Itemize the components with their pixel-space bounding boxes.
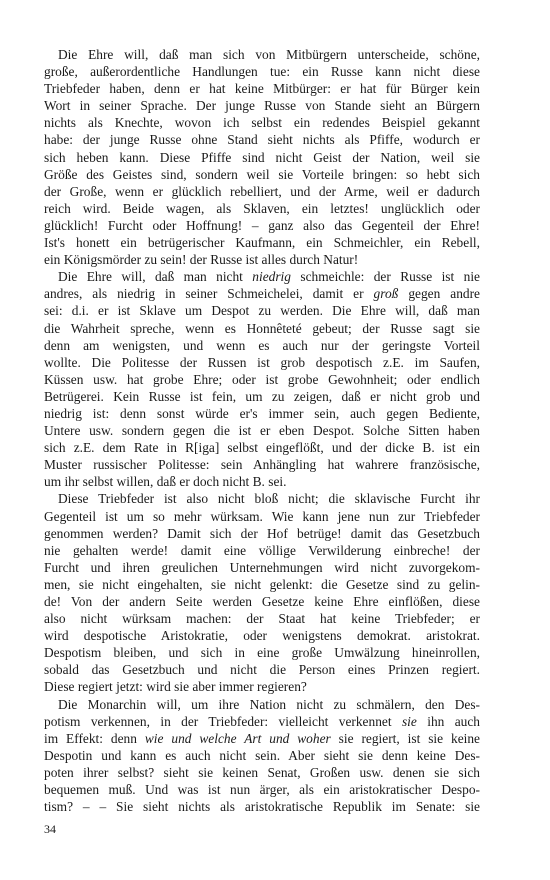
text-line: Despotism bleiben, und sich in eine große Umwälzung hineinrollen, xyxy=(44,645,480,661)
text-line: Diese Triebfeder ist also nicht bloß nicht; die sklavische Furcht ihr xyxy=(58,491,480,507)
italic-phrase: wie und welche Art und woher xyxy=(144,730,331,746)
text-line: Die Monarchin will, um ihre Nation nicht zu schmälern, den Des- xyxy=(58,696,480,712)
text-line: sei: d.i. er ist Sklave um Despot zu werden. Die Ehre will, daß man xyxy=(44,303,480,319)
text-line: Küssen usw. hat grobe Ehre; oder ist grobe Gewohnheit; oder endlich xyxy=(44,371,480,387)
text-run: ihn auch xyxy=(416,713,480,729)
text-line: Diese regiert jetzt: wird sie aber immer regieren? xyxy=(44,679,307,695)
text-line: Triebfeder haben, denn er hat keine Mitbürger: er hat für Bürger kein xyxy=(44,81,480,97)
text-line: genommen werden? Damit sich der Hof betrüge! damit das Gesetzbuch xyxy=(44,525,480,541)
text-line: niedrig ist: denn sonst würde er's immer sein, auch gegen Bediente, xyxy=(44,405,480,421)
text-line xyxy=(44,285,480,302)
text-line: nie gehalten werde! damit eine völlige Verwilderung einbreche! der xyxy=(44,542,480,558)
text-line: also nicht würksam machen: der Staat hat keine Triebfeder; er xyxy=(44,611,480,627)
text-line: reich wird. Beide wagen, als Sklaven, ein letztes! unglücklich oder xyxy=(44,200,480,216)
text-line: sich heben kann. Diese Pfiffe sind nicht Geist der Nation, weil sie xyxy=(44,149,480,165)
text-line: große, außerordentliche Handlungen tue: ein Russe kann nicht diese xyxy=(44,64,480,80)
text-line: ein Königsmörder zu sein! der Russe ist alles durch Natur! xyxy=(44,252,359,268)
italic-phrase: sie xyxy=(401,713,417,729)
text-line: habe: der junge Russe ohne Stand sieht nichts als Pfiffe, wodurch er xyxy=(44,132,480,148)
text-line: bequemen muß. Und was ist nun ärger, als ein aristokratischer Despo- xyxy=(44,782,480,798)
body-text xyxy=(44,46,480,815)
text-run: potism verkennen, in der Triebfeder: vielleicht verkennet xyxy=(44,713,402,729)
text-run: sie regiert, ist sie keine xyxy=(330,730,480,746)
text-line: de! Von der andern Seite werden Gesetze keine Ehre einflößen, diese xyxy=(44,594,480,609)
text-line: wird despotische Aristokratie, oder wenigstens demokrat. aristokrat. xyxy=(44,628,480,644)
text-line: Ist's honett ein betrügerischer Kaufmann, ein Schmeichler, ein Rebell, xyxy=(44,235,480,251)
italic-phrase: niedrig xyxy=(252,269,291,285)
text-line: um ihr selbst willen, daß er doch nicht B. sei. xyxy=(44,474,287,490)
text-line: Betrügerei. Kein Russe ist fein, um zu zeigen, daß er nicht grob und xyxy=(44,388,480,404)
text-line: Furcht und ihren greulichen Unternehmungen wird nicht zuvorgekom- xyxy=(44,559,480,575)
text-line: Wort in seiner Sprache. Der junge Russe von Stande sieht an Bürgern xyxy=(44,98,480,114)
text-line: Die Ehre will, daß man sich von Mitbürgern unterscheide, schöne, xyxy=(58,47,480,62)
text-line: wollte. Die Politesse der Russen ist grob despotisch z.E. im Saufen, xyxy=(44,354,480,370)
text-line: Gegenteil ist um so mehr würksam. Wie kann jene nun zur Triebfeder xyxy=(44,508,480,524)
text-line: Untere usw. sondern gegen die ist er eben Despot. Solche Sitten haben xyxy=(44,423,480,439)
text-line: Muster russischer Politesse: sein Anhängling hat wahrere französische, xyxy=(44,457,480,473)
text-line xyxy=(44,713,480,730)
text-line: poten ihrer selbst? sieht sie keinen Senat, Großen usw. denen sie sich xyxy=(44,764,480,780)
text-run: Die Ehre will, daß man nicht xyxy=(58,269,253,285)
text-line: der Große, wenn er glücklich rebelliert, und der Arme, weil er dadurch xyxy=(44,183,480,199)
text-line: sobald das Gesetzbuch und nicht die Person eines Prinzen regiert. xyxy=(44,662,480,678)
page-number: 34 xyxy=(44,822,56,836)
text-line: Größe des Geistes sind, sondern weil sie Vorteile bringen: so hebt sich xyxy=(44,166,480,182)
text-line: nichts als Knechte, wovon ich selbst ein redendes Beispiel gekannt xyxy=(44,115,480,131)
text-line: sich z.E. dem Rate in R[iga] selbst eingeflößt, und der dicke B. ist ein xyxy=(44,440,480,456)
italic-phrase: groß xyxy=(373,286,399,302)
text-run: andres, als niedrig in seiner Schmeichelei, damit er xyxy=(44,286,374,302)
text-line: denn am wenigsten, und wenn es auch nur der geringste Vorteil xyxy=(44,337,480,353)
text-line: men, sie nicht eingehalten, sie nicht gelenkt: die Gesetze sind zu gelin- xyxy=(44,576,480,592)
text-run: im Effekt: denn xyxy=(44,730,145,746)
text-line xyxy=(44,730,480,747)
text-line: glücklich! Furcht oder Hoffnung! – ganz also das Gegenteil der Ehre! xyxy=(44,217,480,233)
text-line: die Wahrheit spreche, wenn es Honnêteté gebeut; der Russe sagt sie xyxy=(44,320,480,336)
text-run: gegen andre xyxy=(398,286,480,302)
text-line: Despotin und kann es auch nicht sein. Aber sieht sie denn keine Des- xyxy=(44,747,480,763)
text-line xyxy=(44,268,480,285)
text-run: schmeichle: der Russe ist nie xyxy=(290,269,480,285)
text-line: tism? – – Sie sieht nichts als aristokratische Republik im Senate: sie xyxy=(44,799,480,815)
